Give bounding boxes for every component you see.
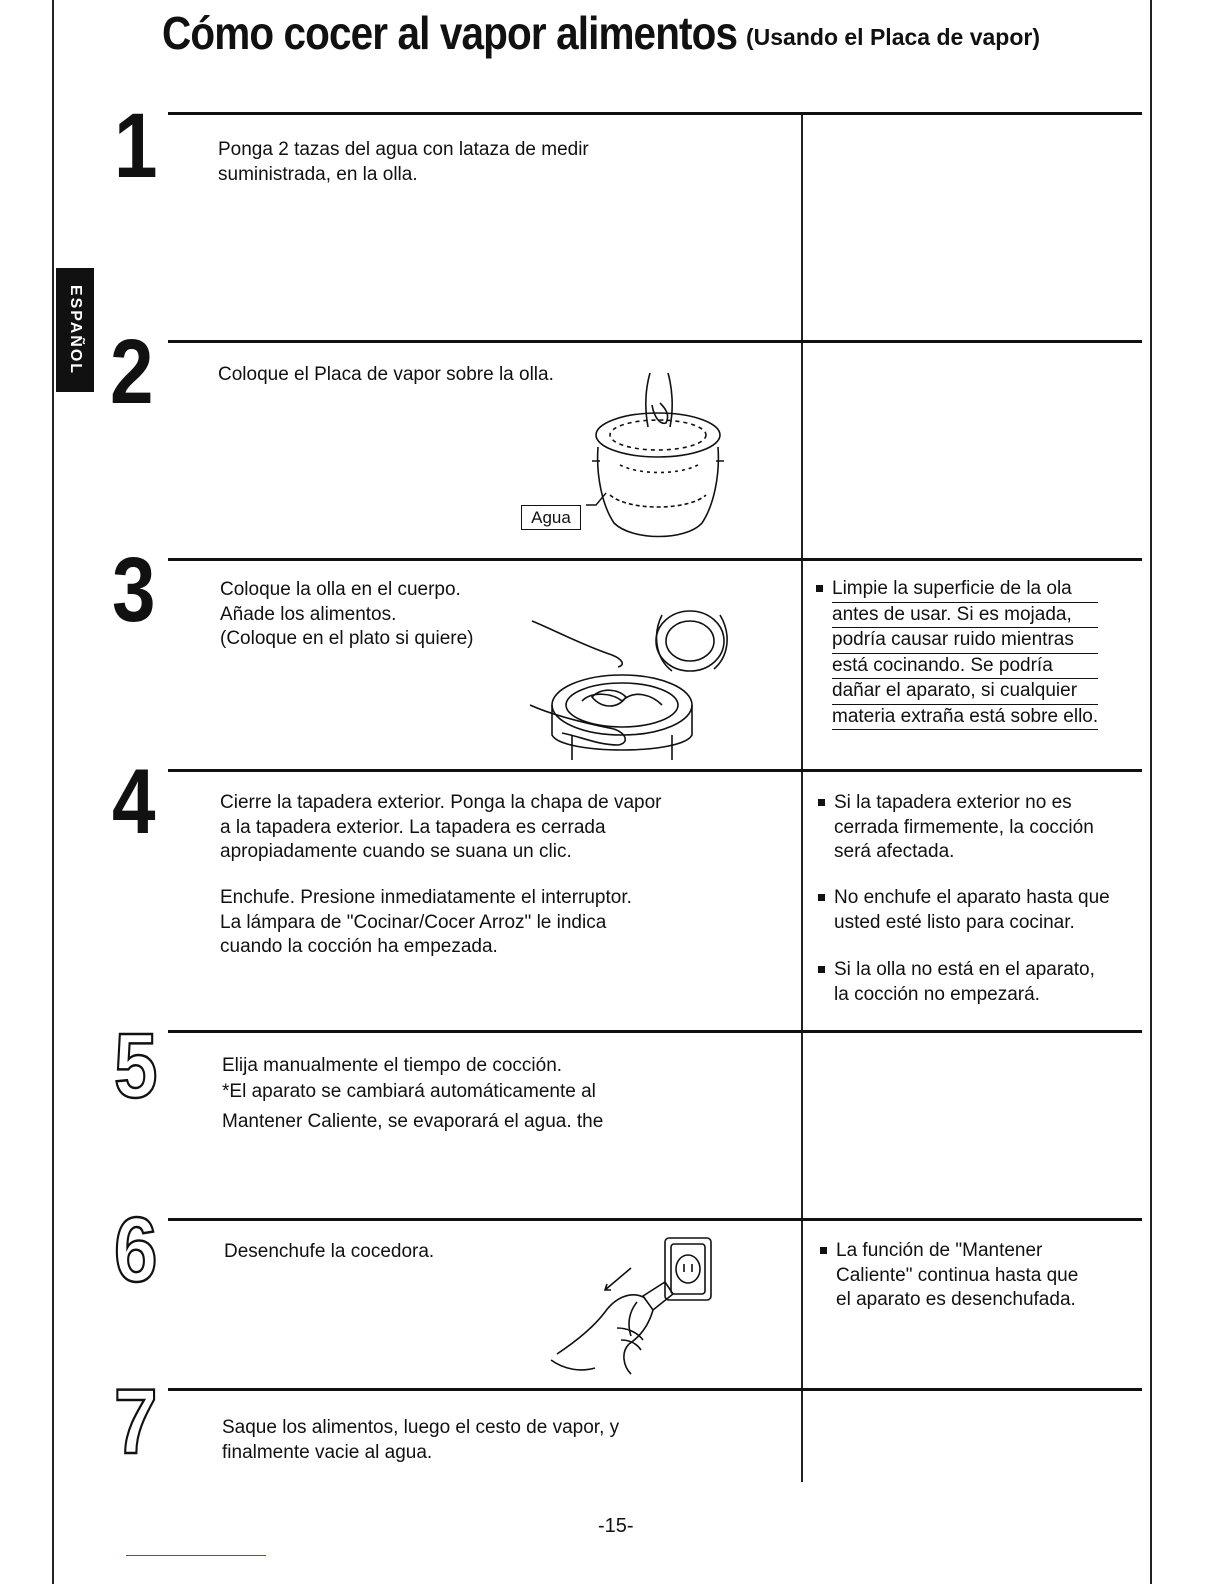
step-4-text-a: Cierre la tapadera exterior. Ponga la chapa de vapor a la tapadera exterior. La tapadera es cerrada apropiadamente cuando se suana un clic. xyxy=(220,792,662,862)
language-tab xyxy=(56,268,94,392)
note-bullet xyxy=(818,966,825,973)
step-2-rule xyxy=(168,340,1142,343)
step-2-text: Coloque el Placa de vapor sobre la olla. xyxy=(218,364,554,385)
step-5-rule xyxy=(168,1030,1142,1033)
step-6-number: 6 xyxy=(114,1199,158,1301)
note-bullet xyxy=(818,799,825,806)
water-label: Agua xyxy=(521,505,581,530)
step-6-note: La función de "Mantener Caliente" continua hasta que el aparato es desenchufada. xyxy=(836,1239,1078,1313)
step-4-rule xyxy=(168,769,1142,772)
page-number: -15- xyxy=(598,1515,634,1537)
step-1-number: 1 xyxy=(114,95,158,197)
title-main: Cómo cocer al vapor alimentos xyxy=(162,7,738,59)
step-1-text: Ponga 2 tazas del agua con lataza de medir suministrada, en la olla. xyxy=(218,139,589,185)
step-5-text: Elija manualmente el tiempo de cocción. *El aparato se cambiará automáticamente al Mantener Caliente, se evaporará el agua. the xyxy=(222,1055,604,1132)
step-4-text-b: Enchufe. Presione inmediatamente el interruptor. La lámpara de "Cocinar/Cocer Arroz" le indica cuando la cocción ha empezada. xyxy=(220,887,632,957)
step-4-number: 4 xyxy=(112,751,156,853)
step-6-rule xyxy=(168,1218,1142,1221)
steam-plate-illustration xyxy=(580,365,730,545)
step-7-number: 7 xyxy=(114,1371,158,1473)
unplug-illustration xyxy=(545,1232,720,1380)
step-3-text: Coloque la olla en el cuerpo. Añade los alimentos. (Coloque en el plato si quiere) xyxy=(220,579,474,649)
step-6-text: Desenchufe la cocedora. xyxy=(224,1241,435,1262)
step-7-rule xyxy=(168,1388,1142,1391)
step-4-note-3: Si la olla no está en el aparato, la cocción no empezará. xyxy=(834,958,1095,1007)
pot-with-food-illustration xyxy=(522,605,772,765)
step-3-rule xyxy=(168,558,1142,561)
note-bullet xyxy=(818,894,825,901)
step-7-text: Saque los alimentos, luego el cesto de vapor, y finalmente vacie al agua. xyxy=(222,1417,620,1463)
note-bullet xyxy=(816,585,823,592)
language-tab-label: ESPAÑOL xyxy=(67,284,84,376)
step-2-number: 2 xyxy=(110,321,154,423)
left-margin-rule xyxy=(52,0,54,1584)
right-margin-rule xyxy=(1150,0,1152,1584)
note-bullet xyxy=(820,1247,827,1254)
step-4-note-2: No enchufe el aparato hasta que usted esté listo para cocinar. xyxy=(834,886,1110,935)
step-4-note-1: Si la tapadera exterior no es cerrada firmemente, la cocción será afectada. xyxy=(834,791,1094,865)
column-divider xyxy=(801,114,803,1482)
step-5-number: 5 xyxy=(114,1015,158,1117)
step-3-note: Limpie la superficie de la ola antes de usar. Si es mojada, podría causar ruido mientras está cocinando. Se podría dañar el aparato, si cualquier materia extraña está sobre ello. xyxy=(832,577,1098,730)
step-1-rule xyxy=(168,112,1142,115)
footer-line xyxy=(126,1555,266,1556)
page-title xyxy=(162,6,1040,60)
step-3-number: 3 xyxy=(112,539,156,641)
title-subtitle: (Usando el Placa de vapor) xyxy=(746,24,1040,50)
